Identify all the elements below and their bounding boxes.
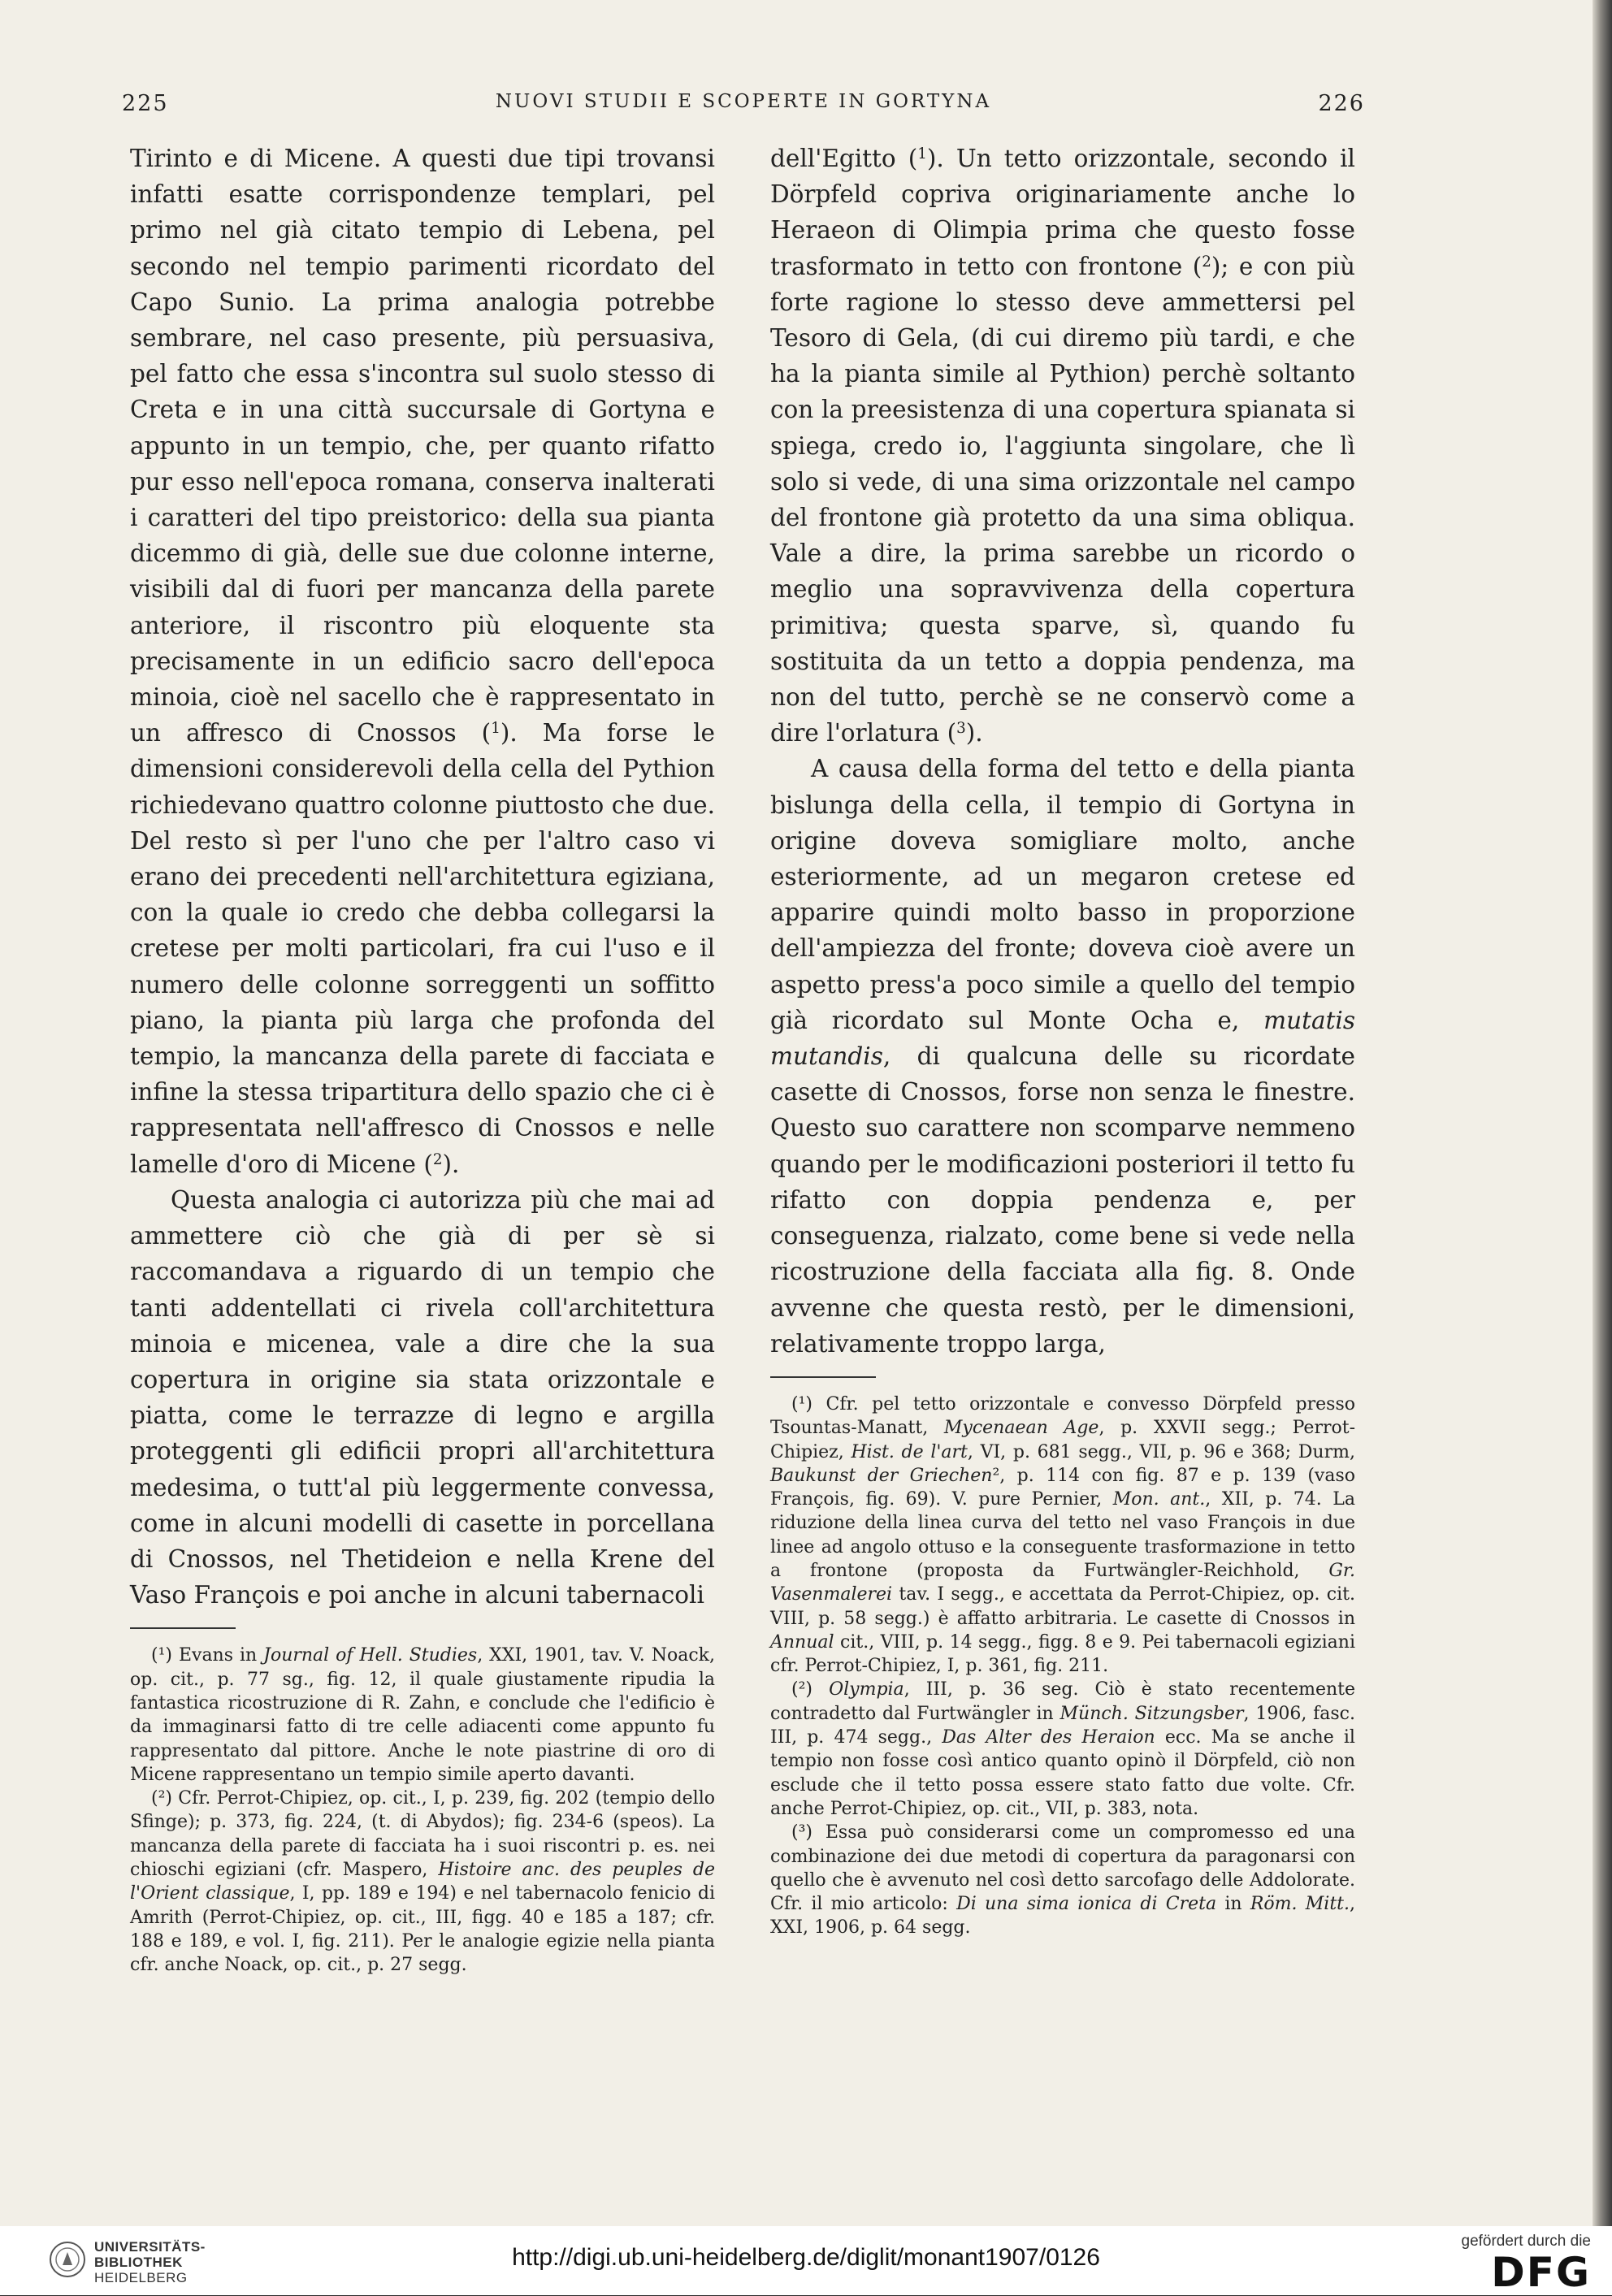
permalink[interactable]: http://digi.ub.uni-heidelberg.de/diglit/monant1907/0126 [512, 2244, 1100, 2271]
library-name: UNIVERSITÄTS- BIBLIOTHEK HEIDELBERG [94, 2239, 206, 2285]
left-column [130, 141, 715, 1977]
running-header [122, 91, 1365, 132]
funding-note: gefördert durch die [1461, 2233, 1591, 2250]
footnote-2: (²) Olympia, III, p. 36 seg. Ciò è stato recentemente contradetto dal Furtwängler in Münch. Sitzungsber, 1906, fasc. III, p. 474 segg., Das Alter des Heraion ecc. Ma se anche il tempio non fosse così antico quanto opinò il Dörpfeld, ciò non esclude che il tetto possa essere stato fatto due volte. Cfr. anche Perrot-Chipiez, op. cit., VII, p. 383, nota. [770, 1679, 1355, 1819]
footnote-divider [130, 1627, 236, 1629]
footnote-2: (²) Cfr. Perrot-Chipiez, op. cit., I, p. 239, fig. 202 (tempio dello Sfinge); p. 373, fig. 224, (t. di Abydos); fig. 234-6 (speos). La mancanza della parete di facciata ha i suoi riscontri p. es. nei chioschi egiziani (cfr. Maspero, Histoire anc. des peuples de l'Orient classique, I, pp. 189 e 194) e nel tabernacolo fenicio di Amrith (Perrot-Chipiez, op. cit., III, figg. 40 e 185 a 187; cfr. 188 e 189, e vol. I, fig. 211). Per le analogie egizie nella pianta cfr. anche Noack, op. cit., p. 27 segg. [130, 1788, 716, 1976]
running-title: NUOVI STUDII E SCOPERTE IN GORTYNA [495, 91, 992, 112]
footnote-3: (³) Essa può considerarsi come un compromesso ed una combinazione dei due metodi di copertura da paragonarsi con quello che è avvenuto nel così detto sarcofago delle Addolorate. Cfr. il mio articolo: Di una sima ionica di Creta in Röm. Mitt., XXI, 1906, p. 64 segg. [770, 1822, 1355, 1939]
page-number-left: 225 [122, 91, 169, 116]
paragraph: Tirinto e di Micene. A questi due tipi trovansi infatti esatte corrispondenze templari, pel primo nel già citato tempio di Lebena, pel secondo nel tempio parimenti ricordato del Capo Sunio. La prima analogia potrebbe sembrare, nel caso presente, più persuasiva, pel fatto che essa s'incontra sul suolo stesso di Creta e in una città succursale di Gortyna e appunto in un tempio, che, per quanto rifatto pur esso nell'epoca romana, conserva inalterati i caratteri del tipo preistorico: della sua pianta dicemmo di già, delle sue due colonne interne, visibili dal di fuori per mancanza della parete anteriore, il riscontro più eloquente sta precisamente in un edificio sacro dell'epoca minoia, cioè nel sacello che è rappresentato in un affresco di Cnossos ($^1$). Ma forse le dimensioni considerevoli della cella del Pythion richiedevano quattro colonne piuttosto che due. Del resto sì per l'uno che per l'altro caso vi erano dei precedenti nell'architettura egiziana, con la quale io credo che debba collegarsi la cretese per molti particolari, fra cui l'uso e il numero delle colonne sorreggenti un soffitto piano, la pianta più larga che profonda del tempio, la mancanza della parete di facciata e infine la stessa tripartitura dello spazio che ci è rappresentata nell'affresco di Cnossos e nelle lamelle d'oro di Micene ($^2$). [130, 145, 716, 1178]
page-number-right: 226 [1318, 91, 1365, 116]
footnotes [130, 1644, 715, 1977]
paragraph: Questa analogia ci autorizza più che mai ad ammettere ciò che già di per sè si raccomandava a riguardo di un tempio che tanti addentellati ci rivela coll'architettura minoia e micenea, vale a dire che la sua copertura in origine sia stata orizzontale e piatta, come le terrazze di legno e argilla proteggenti gli edificii propri all'architettura medesima, o tutt'al più leggermente convessa, come in alcuni modelli di casette in porcellana di Cnossos, nel Thetideion e nella Krene del Vaso François e poi anche in alcuni tabernacoli [130, 1185, 715, 1609]
paragraph: dell'Egitto ($^1$). Un tetto orizzontale, secondo il Dörpfeld copriva originariamente anche lo Heraeon di Olimpia prima che questo fosse trasformato in tetto con frontone ($^2$); e con più forte ragione lo stesso deve ammettersi pel Tesoro di Gela, (di cui diremo più tardi, e che ha la pianta simile al Pythion) perchè soltanto con la preesistenza di una copertura spianata si spiega, credo io, l'aggiunta singolare, che lì solo si vede, di una sima orizzontale nel campo del frontone già protetto da una sima obliqua. Vale a dire, la prima sarebbe un ricordo o meglio una sopravvivenza della copertura primitiva; questa sparve, sì, quando fu sostituita da un tetto a doppia pendenza, ma non del tutto, perchè se ne conservò come a dire l'orlatura ($^3$). [770, 145, 1355, 747]
footnote-divider [770, 1376, 876, 1378]
viewer-footer [0, 2226, 1612, 2295]
paragraph: A causa della forma del tetto e della pianta bislunga della cella, il tempio di Gortyna in origine doveva somigliare molto, anche esteriormente, ad un megaron cretese ed apparire quindi molto basso in proporzione dell'ampiezza del fronte; doveva cioè avere un aspetto press'a poco simile a quello del tempio già ricordato sul Monte Ocha e, mutatis mutandis, di qualcuna delle su ricordate casette di Cnossos, forse non senza le finestre. Questo suo carattere non scomparve nemmeno quando per le modificazioni posteriori il tetto fu rifatto con doppia pendenza e, per conseguenza, rialzato, come bene si vede nella ricostruzione della facciata alla fig. 8. Onde avvenne che questa restò, per le dimensioni, relativamente troppo larga, [770, 755, 1355, 1358]
right-column [770, 141, 1355, 1940]
footnote-1: (¹) Cfr. pel tetto orizzontale e convesso Dörpfeld presso Tsountas-Manatt, Mycenaean Age, p. XXVII segg.; Perrot-Chipiez, Hist. de l'art, VI, p. 681 segg., VII, p. 96 e 368; Durm, Baukunst der Griechen², p. 114 con fig. 87 e p. 139 (vaso François, fig. 69). V. pure Pernier, Mon. ant., XII, p. 74. La riduzione della linea curva del tetto nel vaso François in due linee ad angolo ottuso e la conseguente trasformazione in tetto a frontone (proposta da Furtwängler-Reichhold, Gr. Vasenmalerei tav. I segg., e accettata da Perrot-Chipiez, op. cit. VIII, p. 58 segg.) è affatto arbitraria. Le casette di Cnossos in Annual cit., VIII, p. 14 segg., figg. 8 e 9. Pei tabernacoli egiziani cfr. Perrot-Chipiez, I, p. 361, fig. 211. [770, 1393, 1355, 1677]
scan-edge-shadow [1592, 0, 1612, 2226]
dfg-logo: DFG [1491, 2249, 1591, 2296]
footnote-1: (¹) Evans in Journal of Hell. Studies, XXI, 1901, tav. V. Noack, op. cit., p. 77 sg., fig. 12, il quale giustamente ripudia la fantastica ricostruzione di R. Zahn, e conclude che l'edificio è da immaginarsi fatto di tre celle adiacenti come appunto fu rappresentato dal pittore. Anche le note piastrine di oro di Micene rappresentano un tempio simile aperto davanti. [130, 1645, 716, 1785]
footnotes [770, 1393, 1355, 1940]
